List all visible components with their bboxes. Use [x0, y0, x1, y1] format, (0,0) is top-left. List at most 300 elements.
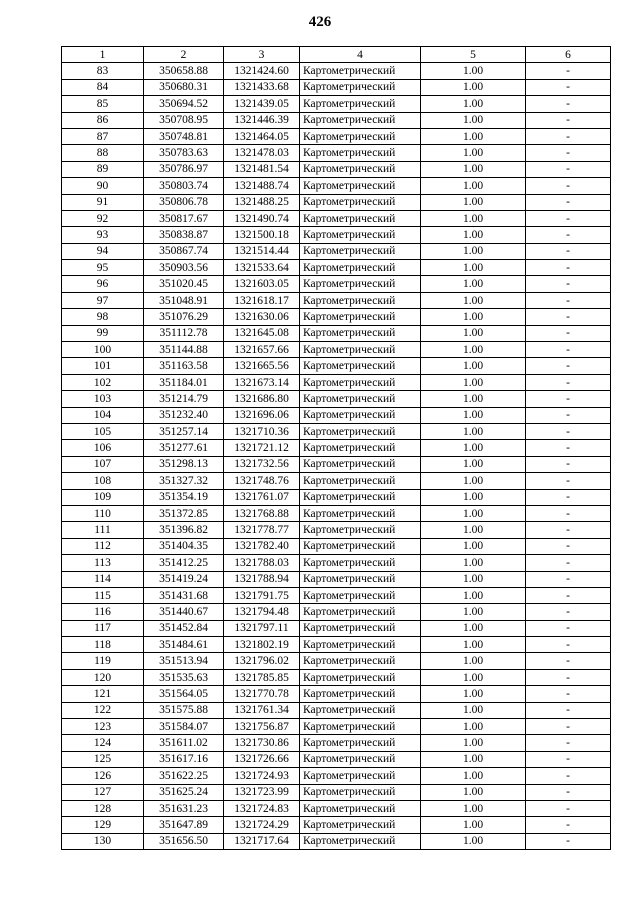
note-cell: - [526, 358, 611, 374]
x-coordinate-cell: 350806.78 [144, 194, 224, 210]
y-coordinate-cell: 1321721.12 [224, 440, 300, 456]
note-cell: - [526, 604, 611, 620]
y-coordinate-cell: 1321778.77 [224, 522, 300, 538]
note-cell: - [526, 391, 611, 407]
point-number-cell: 85 [62, 96, 144, 112]
table-row [62, 309, 611, 325]
table-row [62, 325, 611, 341]
note-cell: - [526, 473, 611, 489]
accuracy-cell: 1.00 [421, 423, 526, 439]
x-coordinate-cell: 351484.61 [144, 637, 224, 653]
method-cell: Картометрический [300, 243, 421, 259]
point-number-cell: 87 [62, 128, 144, 144]
method-cell: Картометрический [300, 325, 421, 341]
note-cell: - [526, 653, 611, 669]
note-cell: - [526, 210, 611, 226]
accuracy-cell: 1.00 [421, 79, 526, 95]
y-coordinate-cell: 1321761.07 [224, 489, 300, 505]
y-coordinate-cell: 1321732.56 [224, 456, 300, 472]
x-coordinate-cell: 350803.74 [144, 178, 224, 194]
table-row [62, 210, 611, 226]
point-number-cell: 92 [62, 210, 144, 226]
note-cell: - [526, 161, 611, 177]
x-coordinate-cell: 351575.88 [144, 702, 224, 718]
y-coordinate-cell: 1321488.25 [224, 194, 300, 210]
x-coordinate-cell: 351372.85 [144, 505, 224, 521]
point-number-cell: 99 [62, 325, 144, 341]
y-coordinate-cell: 1321730.86 [224, 735, 300, 751]
x-coordinate-cell: 351631.23 [144, 800, 224, 816]
note-cell: - [526, 178, 611, 194]
method-cell: Картометрический [300, 800, 421, 816]
x-coordinate-cell: 351584.07 [144, 719, 224, 735]
note-cell: - [526, 637, 611, 653]
note-cell: - [526, 325, 611, 341]
note-cell: - [526, 260, 611, 276]
note-cell: - [526, 768, 611, 784]
method-cell: Картометрический [300, 555, 421, 571]
y-coordinate-cell: 1321446.39 [224, 112, 300, 128]
note-cell: - [526, 686, 611, 702]
table-row [62, 538, 611, 554]
method-cell: Картометрический [300, 637, 421, 653]
table-row [62, 391, 611, 407]
point-number-cell: 105 [62, 423, 144, 439]
point-number-cell: 95 [62, 260, 144, 276]
note-cell: - [526, 571, 611, 587]
y-coordinate-cell: 1321490.74 [224, 210, 300, 226]
point-number-cell: 97 [62, 292, 144, 308]
table-row [62, 702, 611, 718]
y-coordinate-cell: 1321433.68 [224, 79, 300, 95]
point-number-cell: 98 [62, 309, 144, 325]
table-row [62, 342, 611, 358]
accuracy-cell: 1.00 [421, 342, 526, 358]
note-cell: - [526, 456, 611, 472]
accuracy-cell: 1.00 [421, 473, 526, 489]
method-cell: Картометрический [300, 391, 421, 407]
accuracy-cell: 1.00 [421, 407, 526, 423]
y-coordinate-cell: 1321710.36 [224, 423, 300, 439]
table-row [62, 374, 611, 390]
point-number-cell: 93 [62, 227, 144, 243]
x-coordinate-cell: 350903.56 [144, 260, 224, 276]
method-cell: Картометрический [300, 735, 421, 751]
accuracy-cell: 1.00 [421, 309, 526, 325]
table-header [62, 47, 611, 63]
note-cell: - [526, 833, 611, 849]
table-row [62, 587, 611, 603]
accuracy-cell: 1.00 [421, 391, 526, 407]
y-coordinate-cell: 1321788.94 [224, 571, 300, 587]
method-cell: Картометрический [300, 194, 421, 210]
x-coordinate-cell: 351232.40 [144, 407, 224, 423]
method-cell: Картометрический [300, 587, 421, 603]
table-row [62, 161, 611, 177]
accuracy-cell: 1.00 [421, 522, 526, 538]
table-row [62, 489, 611, 505]
accuracy-cell: 1.00 [421, 194, 526, 210]
y-coordinate-cell: 1321439.05 [224, 96, 300, 112]
point-number-cell: 123 [62, 719, 144, 735]
point-number-cell: 86 [62, 112, 144, 128]
method-cell: Картометрический [300, 817, 421, 833]
method-cell: Картометрический [300, 178, 421, 194]
method-cell: Картометрический [300, 440, 421, 456]
method-cell: Картометрический [300, 768, 421, 784]
table-row [62, 833, 611, 849]
accuracy-cell: 1.00 [421, 571, 526, 587]
x-coordinate-cell: 351535.63 [144, 669, 224, 685]
table-row [62, 751, 611, 767]
accuracy-cell: 1.00 [421, 751, 526, 767]
accuracy-cell: 1.00 [421, 653, 526, 669]
y-coordinate-cell: 1321724.93 [224, 768, 300, 784]
y-coordinate-cell: 1321768.88 [224, 505, 300, 521]
column-header-5: 5 [421, 47, 526, 63]
accuracy-cell: 1.00 [421, 719, 526, 735]
point-number-cell: 125 [62, 751, 144, 767]
accuracy-cell: 1.00 [421, 735, 526, 751]
x-coordinate-cell: 350867.74 [144, 243, 224, 259]
note-cell: - [526, 784, 611, 800]
header-row [62, 47, 611, 63]
point-number-cell: 84 [62, 79, 144, 95]
method-cell: Картометрический [300, 604, 421, 620]
note-cell: - [526, 374, 611, 390]
point-number-cell: 83 [62, 63, 144, 79]
accuracy-cell: 1.00 [421, 833, 526, 849]
method-cell: Картометрический [300, 522, 421, 538]
y-coordinate-cell: 1321514.44 [224, 243, 300, 259]
method-cell: Картометрический [300, 571, 421, 587]
table-row [62, 817, 611, 833]
table-row [62, 637, 611, 653]
y-coordinate-cell: 1321424.60 [224, 63, 300, 79]
y-coordinate-cell: 1321782.40 [224, 538, 300, 554]
accuracy-cell: 1.00 [421, 637, 526, 653]
table-row [62, 456, 611, 472]
y-coordinate-cell: 1321665.56 [224, 358, 300, 374]
x-coordinate-cell: 350748.81 [144, 128, 224, 144]
x-coordinate-cell: 351404.35 [144, 538, 224, 554]
x-coordinate-cell: 351617.16 [144, 751, 224, 767]
y-coordinate-cell: 1321696.06 [224, 407, 300, 423]
table-row [62, 358, 611, 374]
point-number-cell: 130 [62, 833, 144, 849]
point-number-cell: 114 [62, 571, 144, 587]
point-number-cell: 116 [62, 604, 144, 620]
y-coordinate-cell: 1321794.48 [224, 604, 300, 620]
accuracy-cell: 1.00 [421, 178, 526, 194]
point-number-cell: 103 [62, 391, 144, 407]
x-coordinate-cell: 350708.95 [144, 112, 224, 128]
x-coordinate-cell: 351257.14 [144, 423, 224, 439]
accuracy-cell: 1.00 [421, 276, 526, 292]
table-row [62, 423, 611, 439]
point-number-cell: 96 [62, 276, 144, 292]
accuracy-cell: 1.00 [421, 817, 526, 833]
accuracy-cell: 1.00 [421, 96, 526, 112]
method-cell: Картометрический [300, 702, 421, 718]
y-coordinate-cell: 1321673.14 [224, 374, 300, 390]
table-row [62, 292, 611, 308]
x-coordinate-cell: 351564.05 [144, 686, 224, 702]
y-coordinate-cell: 1321724.83 [224, 800, 300, 816]
table-row [62, 260, 611, 276]
column-header-1: 1 [62, 47, 144, 63]
note-cell: - [526, 63, 611, 79]
method-cell: Картометрический [300, 292, 421, 308]
point-number-cell: 115 [62, 587, 144, 603]
note-cell: - [526, 719, 611, 735]
note-cell: - [526, 292, 611, 308]
y-coordinate-cell: 1321748.76 [224, 473, 300, 489]
accuracy-cell: 1.00 [421, 358, 526, 374]
method-cell: Картометрический [300, 538, 421, 554]
note-cell: - [526, 538, 611, 554]
y-coordinate-cell: 1321791.75 [224, 587, 300, 603]
method-cell: Картометрический [300, 719, 421, 735]
table-row [62, 112, 611, 128]
y-coordinate-cell: 1321717.64 [224, 833, 300, 849]
y-coordinate-cell: 1321797.11 [224, 620, 300, 636]
note-cell: - [526, 96, 611, 112]
x-coordinate-cell: 351513.94 [144, 653, 224, 669]
method-cell: Картометрический [300, 227, 421, 243]
note-cell: - [526, 440, 611, 456]
table-row [62, 735, 611, 751]
accuracy-cell: 1.00 [421, 505, 526, 521]
note-cell: - [526, 79, 611, 95]
x-coordinate-cell: 351112.78 [144, 325, 224, 341]
point-number-cell: 128 [62, 800, 144, 816]
point-number-cell: 88 [62, 145, 144, 161]
accuracy-cell: 1.00 [421, 210, 526, 226]
coordinates-table [61, 46, 611, 850]
accuracy-cell: 1.00 [421, 555, 526, 571]
method-cell: Картометрический [300, 489, 421, 505]
table-row [62, 178, 611, 194]
accuracy-cell: 1.00 [421, 620, 526, 636]
x-coordinate-cell: 350783.63 [144, 145, 224, 161]
y-coordinate-cell: 1321533.64 [224, 260, 300, 276]
note-cell: - [526, 342, 611, 358]
y-coordinate-cell: 1321657.66 [224, 342, 300, 358]
table-row [62, 555, 611, 571]
x-coordinate-cell: 351622.25 [144, 768, 224, 784]
y-coordinate-cell: 1321603.05 [224, 276, 300, 292]
note-cell: - [526, 587, 611, 603]
accuracy-cell: 1.00 [421, 440, 526, 456]
method-cell: Картометрический [300, 79, 421, 95]
note-cell: - [526, 505, 611, 521]
y-coordinate-cell: 1321645.08 [224, 325, 300, 341]
point-number-cell: 100 [62, 342, 144, 358]
point-number-cell: 118 [62, 637, 144, 653]
note-cell: - [526, 751, 611, 767]
method-cell: Картометрический [300, 686, 421, 702]
method-cell: Картометрический [300, 112, 421, 128]
x-coordinate-cell: 350658.88 [144, 63, 224, 79]
method-cell: Картометрический [300, 833, 421, 849]
y-coordinate-cell: 1321478.03 [224, 145, 300, 161]
x-coordinate-cell: 351431.68 [144, 587, 224, 603]
method-cell: Картометрический [300, 161, 421, 177]
x-coordinate-cell: 351277.61 [144, 440, 224, 456]
table-row [62, 96, 611, 112]
table-row [62, 571, 611, 587]
method-cell: Картометрический [300, 309, 421, 325]
method-cell: Картометрический [300, 276, 421, 292]
table-row [62, 473, 611, 489]
column-header-4: 4 [300, 47, 421, 63]
table-row [62, 145, 611, 161]
point-number-cell: 124 [62, 735, 144, 751]
table-row [62, 768, 611, 784]
point-number-cell: 106 [62, 440, 144, 456]
note-cell: - [526, 620, 611, 636]
column-header-2: 2 [144, 47, 224, 63]
x-coordinate-cell: 350694.52 [144, 96, 224, 112]
accuracy-cell: 1.00 [421, 374, 526, 390]
note-cell: - [526, 145, 611, 161]
note-cell: - [526, 276, 611, 292]
table-row [62, 227, 611, 243]
method-cell: Картометрический [300, 669, 421, 685]
x-coordinate-cell: 351076.29 [144, 309, 224, 325]
accuracy-cell: 1.00 [421, 800, 526, 816]
method-cell: Картометрический [300, 63, 421, 79]
table-row [62, 243, 611, 259]
point-number-cell: 112 [62, 538, 144, 554]
note-cell: - [526, 194, 611, 210]
table-row [62, 669, 611, 685]
y-coordinate-cell: 1321785.85 [224, 669, 300, 685]
y-coordinate-cell: 1321724.29 [224, 817, 300, 833]
x-coordinate-cell: 351452.84 [144, 620, 224, 636]
table-row [62, 79, 611, 95]
x-coordinate-cell: 351611.02 [144, 735, 224, 751]
y-coordinate-cell: 1321726.66 [224, 751, 300, 767]
y-coordinate-cell: 1321770.78 [224, 686, 300, 702]
point-number-cell: 120 [62, 669, 144, 685]
point-number-cell: 110 [62, 505, 144, 521]
table-row [62, 620, 611, 636]
table-row [62, 800, 611, 816]
table-row [62, 686, 611, 702]
method-cell: Картометрический [300, 784, 421, 800]
point-number-cell: 111 [62, 522, 144, 538]
method-cell: Картометрический [300, 96, 421, 112]
x-coordinate-cell: 351020.45 [144, 276, 224, 292]
x-coordinate-cell: 351412.25 [144, 555, 224, 571]
point-number-cell: 90 [62, 178, 144, 194]
x-coordinate-cell: 351656.50 [144, 833, 224, 849]
table-row [62, 440, 611, 456]
x-coordinate-cell: 351354.19 [144, 489, 224, 505]
note-cell: - [526, 423, 611, 439]
method-cell: Картометрический [300, 342, 421, 358]
x-coordinate-cell: 350680.31 [144, 79, 224, 95]
accuracy-cell: 1.00 [421, 325, 526, 341]
method-cell: Картометрический [300, 653, 421, 669]
note-cell: - [526, 128, 611, 144]
note-cell: - [526, 555, 611, 571]
x-coordinate-cell: 351647.89 [144, 817, 224, 833]
x-coordinate-cell: 351163.58 [144, 358, 224, 374]
x-coordinate-cell: 351048.91 [144, 292, 224, 308]
x-coordinate-cell: 351144.88 [144, 342, 224, 358]
note-cell: - [526, 407, 611, 423]
point-number-cell: 108 [62, 473, 144, 489]
method-cell: Картометрический [300, 358, 421, 374]
accuracy-cell: 1.00 [421, 686, 526, 702]
note-cell: - [526, 489, 611, 505]
accuracy-cell: 1.00 [421, 243, 526, 259]
method-cell: Картометрический [300, 456, 421, 472]
y-coordinate-cell: 1321488.74 [224, 178, 300, 194]
accuracy-cell: 1.00 [421, 604, 526, 620]
note-cell: - [526, 735, 611, 751]
method-cell: Картометрический [300, 423, 421, 439]
point-number-cell: 91 [62, 194, 144, 210]
y-coordinate-cell: 1321796.02 [224, 653, 300, 669]
x-coordinate-cell: 351440.67 [144, 604, 224, 620]
method-cell: Картометрический [300, 374, 421, 390]
x-coordinate-cell: 351625.24 [144, 784, 224, 800]
point-number-cell: 122 [62, 702, 144, 718]
accuracy-cell: 1.00 [421, 784, 526, 800]
x-coordinate-cell: 351396.82 [144, 522, 224, 538]
x-coordinate-cell: 350817.67 [144, 210, 224, 226]
point-number-cell: 119 [62, 653, 144, 669]
accuracy-cell: 1.00 [421, 538, 526, 554]
method-cell: Картометрический [300, 407, 421, 423]
page-number: 426 [308, 14, 332, 30]
table-row [62, 407, 611, 423]
note-cell: - [526, 669, 611, 685]
y-coordinate-cell: 1321464.05 [224, 128, 300, 144]
accuracy-cell: 1.00 [421, 63, 526, 79]
note-cell: - [526, 702, 611, 718]
table-row [62, 194, 611, 210]
x-coordinate-cell: 351327.32 [144, 473, 224, 489]
table-row [62, 604, 611, 620]
accuracy-cell: 1.00 [421, 702, 526, 718]
column-header-6: 6 [526, 47, 611, 63]
x-coordinate-cell: 351184.01 [144, 374, 224, 390]
y-coordinate-cell: 1321500.18 [224, 227, 300, 243]
table-row [62, 522, 611, 538]
x-coordinate-cell: 351419.24 [144, 571, 224, 587]
column-header-3: 3 [224, 47, 300, 63]
x-coordinate-cell: 350838.87 [144, 227, 224, 243]
y-coordinate-cell: 1321723.99 [224, 784, 300, 800]
table-row [62, 505, 611, 521]
table-row [62, 784, 611, 800]
method-cell: Картометрический [300, 210, 421, 226]
y-coordinate-cell: 1321802.19 [224, 637, 300, 653]
table-body [62, 63, 611, 850]
note-cell: - [526, 112, 611, 128]
accuracy-cell: 1.00 [421, 161, 526, 177]
table-row [62, 276, 611, 292]
table-row [62, 128, 611, 144]
accuracy-cell: 1.00 [421, 587, 526, 603]
point-number-cell: 126 [62, 768, 144, 784]
method-cell: Картометрический [300, 473, 421, 489]
